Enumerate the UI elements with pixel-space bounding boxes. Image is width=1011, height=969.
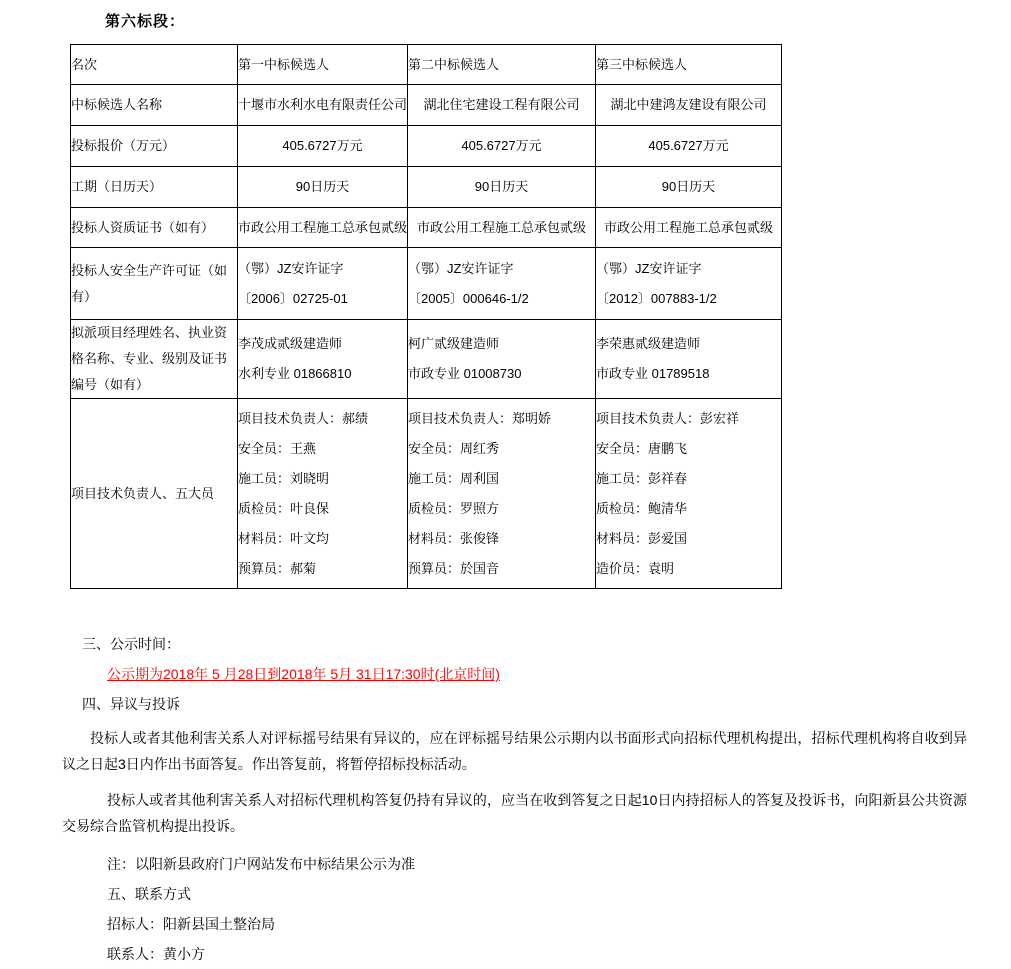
contact-heading: 五、联系方式	[107, 886, 191, 902]
cell-line: 405.6727万元	[282, 138, 363, 153]
table-row	[71, 45, 782, 85]
cell-line: 质检员：鲍清华	[596, 500, 688, 516]
bid-candidates-table	[70, 44, 782, 589]
table-cell	[408, 85, 596, 126]
cell-line: 安全员：周红秀	[408, 440, 500, 456]
table-cell	[596, 208, 782, 248]
publicity-period-text: 公示期为2018年 5 月28日到2018年 5月 31日17:30时(北京时间)	[107, 666, 500, 682]
table-cell	[408, 320, 596, 399]
table-cell	[238, 399, 408, 589]
row-label: 项目技术负责人、五大员	[71, 399, 238, 589]
cell-line: 市政专业 01008730	[408, 366, 522, 381]
cell-line: 405.6727万元	[648, 138, 729, 153]
table-cell	[408, 126, 596, 167]
table-row	[71, 85, 782, 126]
cell-line: 第二中标候选人	[408, 56, 500, 72]
bid-table-body	[71, 45, 782, 589]
cell-line: 安全员：王燕	[238, 440, 317, 456]
cell-line: 90日历天	[474, 179, 529, 194]
table-row	[71, 167, 782, 208]
cell-line: 市政公用工程施工总承包贰级	[238, 219, 408, 235]
contact-person-text: 联系人：黄小方	[107, 946, 205, 962]
cell-line: （鄂）JZ安许证字	[596, 260, 702, 276]
cell-line: 90日历天	[661, 179, 716, 194]
cell-line: 质检员：叶良保	[238, 500, 330, 516]
cell-line: 李荣惠贰级建造师	[596, 336, 701, 351]
cell-line: 市政公用工程施工总承包贰级	[603, 219, 773, 235]
cell-line: 市政公用工程施工总承包贰级	[416, 219, 586, 235]
cell-line: 〔2012〕007883-1/2	[596, 290, 717, 306]
table-cell	[596, 126, 782, 167]
row-label: 投标报价（万元）	[71, 126, 238, 167]
cell-line: 项目技术负责人：郑明娇	[408, 410, 552, 426]
table-cell	[596, 320, 782, 399]
objection-heading: 四、异议与投诉	[82, 696, 180, 712]
cell-line: 〔2006〕02725-01	[238, 290, 348, 306]
announcement-sections	[62, 629, 967, 969]
table-cell	[596, 167, 782, 208]
cell-line: 405.6727万元	[461, 138, 542, 153]
table-cell	[596, 399, 782, 589]
cell-line: 柯广贰级建造师	[408, 336, 500, 351]
cell-line: 第一中标候选人	[238, 56, 330, 72]
table-row	[71, 248, 782, 320]
cell-line: 十堰市水利水电有限责任公司	[238, 97, 408, 112]
cell-line: 安全员：唐鹏飞	[596, 440, 688, 456]
cell-line: 施工员：周利国	[408, 470, 500, 486]
table-cell	[596, 45, 782, 85]
cell-line: （鄂）JZ安许证字	[408, 260, 514, 276]
table-cell	[408, 248, 596, 320]
cell-line: 材料员：彭爱国	[596, 530, 688, 546]
cell-line: 90日历天	[295, 179, 350, 194]
cell-line: （鄂）JZ安许证字	[238, 260, 344, 276]
table-cell	[596, 248, 782, 320]
cell-line: 施工员：彭祥春	[596, 470, 688, 486]
cell-line: 造价员：袁明	[596, 560, 675, 576]
row-label: 中标候选人名称	[71, 85, 238, 126]
objection-paragraph-1: 投标人或者其他利害关系人对评标摇号结果有异议的，应在评标摇号结果公示期内以书面形式向招标代理机构提出，招标代理机构将自收到异议之日起3日内作出书面答复。作出答复前，将暂停招标投标活动。	[62, 730, 967, 772]
row-label: 投标人资质证书（如有）	[71, 208, 238, 248]
table-cell	[408, 399, 596, 589]
table-row	[71, 320, 782, 399]
table-cell	[238, 167, 408, 208]
cell-line: 第三中标候选人	[596, 56, 688, 72]
cell-line: 湖北中建鸿友建设有限公司	[610, 97, 767, 112]
cell-line: 预算员：郝菊	[238, 560, 317, 576]
cell-line: 市政专业 01789518	[596, 366, 710, 381]
cell-line: 预算员：於国音	[408, 560, 500, 576]
table-cell	[408, 208, 596, 248]
cell-line: 施工员：刘晓明	[238, 470, 330, 486]
section-title: 第六标段：	[105, 13, 186, 30]
cell-line: 材料员：叶文均	[238, 530, 330, 546]
table-row	[71, 399, 782, 589]
publicity-time-heading: 三、公示时间：	[82, 636, 180, 652]
cell-line: 项目技术负责人：郝绩	[238, 410, 369, 426]
table-row	[71, 208, 782, 248]
cell-line: 水利专业 01866810	[238, 366, 352, 381]
cell-line: 李茂成贰级建造师	[238, 336, 343, 351]
table-row	[71, 126, 782, 167]
document-page	[0, 10, 1011, 962]
row-label: 拟派项目经理姓名、执业资格名称、专业、级别及证书编号（如有）	[71, 320, 238, 399]
cell-line: 项目技术负责人：彭宏祥	[596, 410, 740, 426]
table-cell	[408, 45, 596, 85]
cell-line: 材料员：张俊锋	[408, 530, 500, 546]
table-cell	[238, 126, 408, 167]
cell-line: 质检员：罗照方	[408, 500, 500, 516]
table-cell	[238, 45, 408, 85]
table-cell	[596, 85, 782, 126]
tenderer-text: 招标人：阳新县国土整治局	[107, 916, 275, 932]
table-cell	[238, 320, 408, 399]
table-cell	[238, 208, 408, 248]
table-cell	[238, 85, 408, 126]
note-text: 注：以阳新县政府门户网站发布中标结果公示为准	[107, 856, 415, 872]
cell-line: 湖北住宅建设工程有限公司	[423, 97, 580, 112]
row-label: 投标人安全生产许可证（如有）	[71, 248, 238, 320]
table-cell	[408, 167, 596, 208]
row-label: 工期（日历天）	[71, 167, 238, 208]
cell-line: 〔2005〕000646-1/2	[408, 290, 529, 306]
objection-paragraph-2: 投标人或者其他利害关系人对招标代理机构答复仍持有异议的，应当在收到答复之日起10日内持招标人的答复及投诉书，向阳新县公共资源交易综合监管机构提出投诉。	[62, 792, 967, 834]
row-label: 名次	[71, 45, 238, 85]
table-cell	[238, 248, 408, 320]
